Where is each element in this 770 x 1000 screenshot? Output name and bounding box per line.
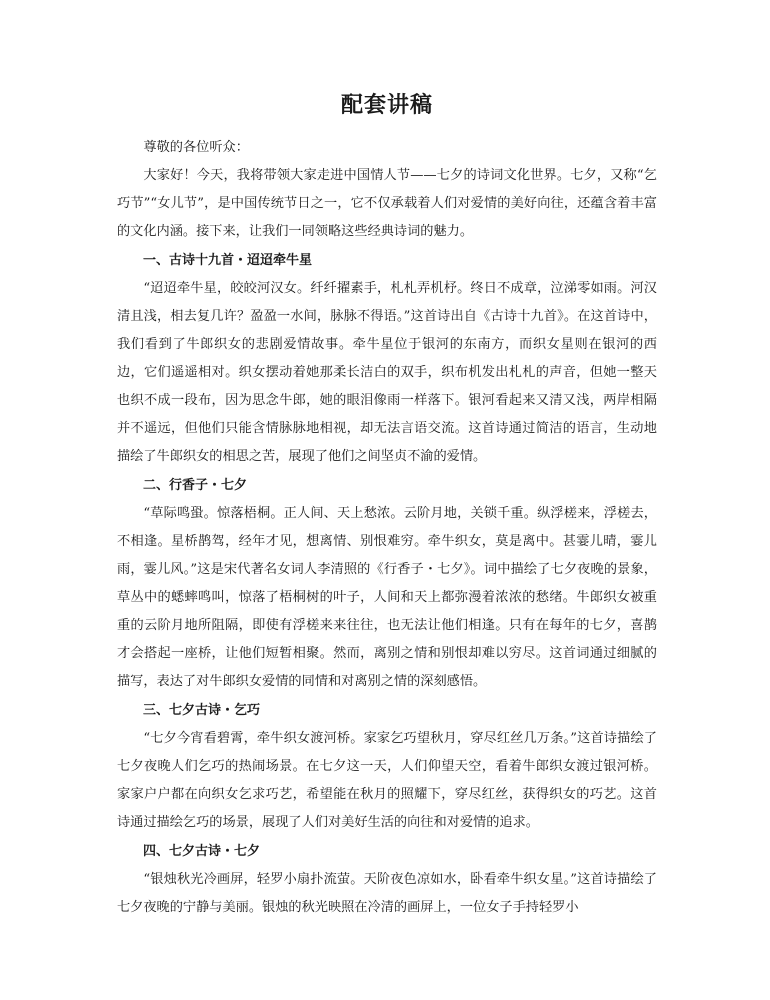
section-body-4: “银烛秋光冷画屏，轻罗小扇扑流萤。天阶夜色凉如水，卧看牵牛织女星。”这首诗描绘了七夕夜晚的宁静与美丽。银烛的秋光映照在冷清的画屏上，一位女子手持轻罗小 [117,872,657,915]
document-title: 配套讲稿 [340,92,433,118]
salutation: 尊敬的各位听众： [143,140,249,155]
section-body-3: “七夕今宵看碧霄，牵牛织女渡河桥。家家乞巧望秋月，穿尽红丝几万条。”这首诗描绘了七夕夜晚人们乞巧的热闹场景。在七夕这一天，人们仰望天空，看着牛郎织女渡过银河桥。家家户户都在向织女乞求巧艺，希望能在秋月的照耀下，穿尽红丝，获得织女的巧艺。这首诗通过描绘乞巧的场景，展现了人们对美好生活的向往和对爱情的追求。 [117,731,657,830]
section-body-2: “草际鸣蛩。惊落梧桐。正人间、天上愁浓。云阶月地，关锁千重。纵浮槎来，浮槎去，不相逢。星桥鹊驾，经年才见，想离情、别恨难穷。牵牛织女，莫是离中。甚霎儿晴，霎儿雨，霎儿风。”这是宋代著名女词人李清照的《行香子・七夕》。词中描绘了七夕夜晚的景象，草丛中的蟋蟀鸣叫，惊落了梧桐树的叶子，人间和天上都弥漫着浓浓的愁绪。牛郎织女被重重的云阶月地所阻隔，即使有浮槎来来往往，也无法让他们相逢。只有在每年的七夕，喜鹊才会搭起一座桥，让他们短暂相聚。然而，离别之情和别恨却难以穷尽。这首词通过细腻的描写，表达了对牛郎织女爱情的同情和对离别之情的深刻感悟。 [117,506,657,689]
intro-paragraph: 大家好！今天，我将带领大家走进中国情人节——七夕的诗词文化世界。七夕，又称“乞巧节”“女儿节”，是中国传统节日之一，它不仅承载着人们对爱情的美好向往，还蕴含着丰富的文化内涵。接下来，让我们一同领略这些经典诗词的魅力。 [117,168,657,239]
section-heading-1: 一、古诗十九首・迢迢牵牛星 [143,253,313,268]
section-heading-2: 二、行香子・七夕 [143,478,248,493]
section-heading-3: 三、七夕古诗・乞巧 [143,703,261,718]
section-heading-4: 四、七夕古诗・七夕 [143,844,261,859]
section-body-1: “迢迢牵牛星，皎皎河汉女。纤纤擢素手，札札弄机杼。终日不成章，泣涕零如雨。河汉清且浅，相去复几许？盈盈一水间，脉脉不得语。”这首诗出自《古诗十九首》。在这首诗中，我们看到了牛郎织女的悲剧爱情故事。牵牛星位于银河的东南方，而织女星则在银河的西边，它们遥遥相对。织女摆动着她那柔长洁白的双手，织布机发出札札的声音，但她一整天也织不成一段布，因为思念牛郎，她的眼泪像雨一样落下。银河看起来又清又浅，两岸相隔并不遥远，但他们只能含情脉脉地相视，却无法言语交流。这首诗通过简洁的语言，生动地描绘了牛郎织女的相思之苦，展现了他们之间坚贞不渝的爱情。 [117,281,657,464]
